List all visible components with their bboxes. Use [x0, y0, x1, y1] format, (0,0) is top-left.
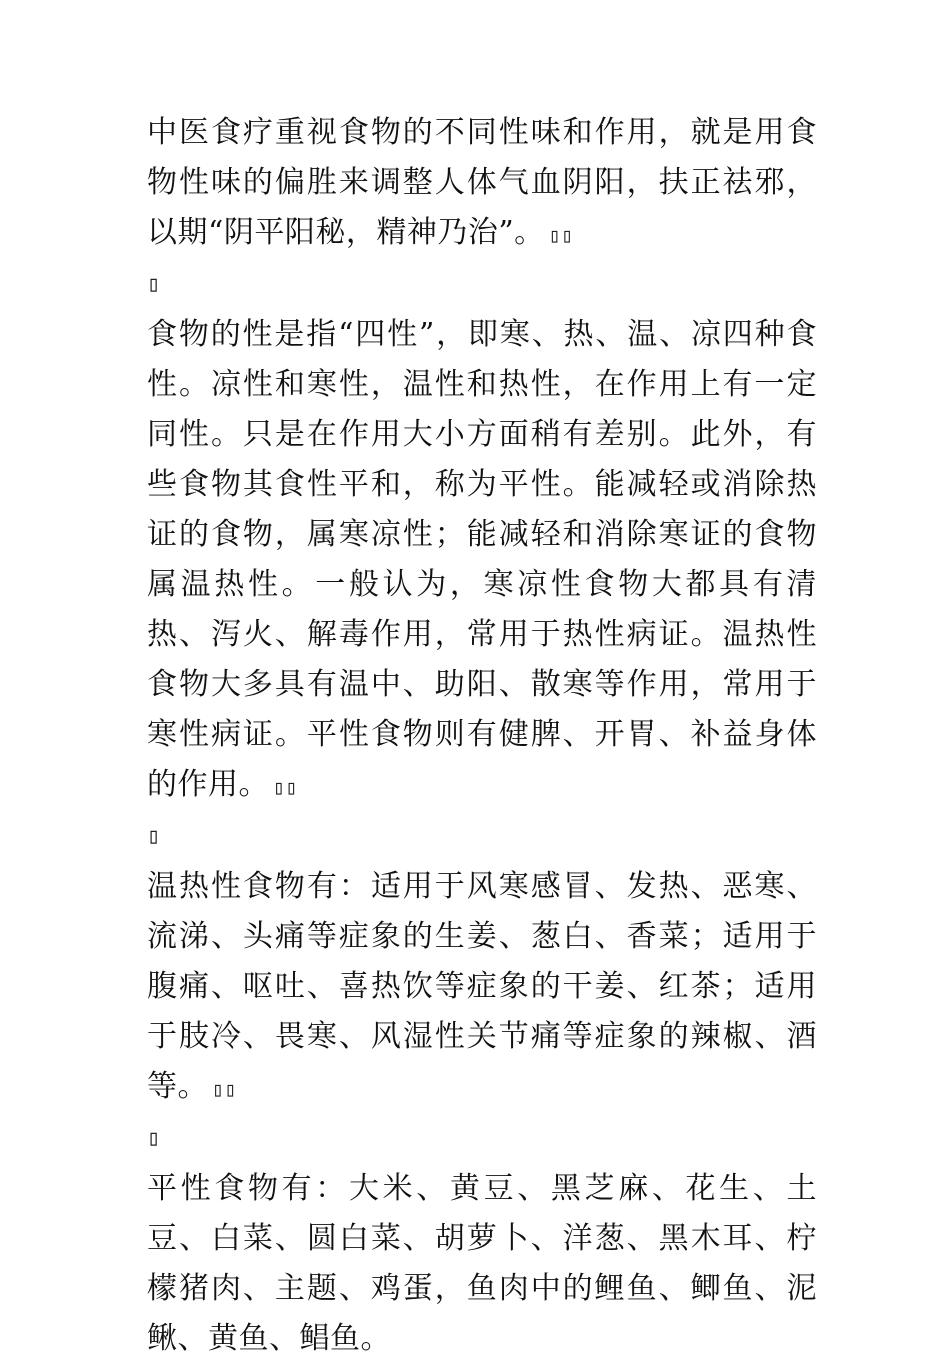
paragraph-intro-text: 中医食疗重视食物的不同性味和作用，就是用食物性味的偏胜来调整人体气血阴阳，扶正祛邪，以期“阴平阳秘，精神乃治”。	[147, 115, 817, 250]
paragraph-neutral-foods	[147, 1164, 817, 1364]
paragraph-warm-foods-text: 温热性食物有：适用于风寒感冒、发热、恶寒、流涕、头痛等症象的生姜、葱白、香菜；适用于腹痛、呕吐、喜热饮等症象的干姜、红茶；适用于肢冷、畏寒、风湿性关节痛等症象的辣椒、酒等。	[147, 869, 817, 1104]
paragraph-four-natures-text: 食物的性是指“四性”，即寒、热、温、凉四种食性。凉性和寒性，温性和热性，在作用上有一定同性。只是在作用大小方面稍有差别。此外，有些食物其食性平和，称为平性。能减轻或消除热证的食物，属寒凉性；能减轻和消除寒证的食物属温热性。一般认为，寒凉性食物大都具有清热、泻火、解毒作用，常用于热性病证。温热性食物大多具有温中、助阳、散寒等作用，常用于寒性病证。平性食物则有健脾、开胃、补益身体的作用。	[147, 317, 817, 802]
paragraph-warm-foods	[147, 862, 817, 1114]
paragraph-intro-tail: ▯▯	[548, 223, 574, 247]
paragraph-four-natures	[147, 310, 817, 812]
separator-mark-3: ▯	[147, 1126, 161, 1151]
paragraph-intro	[147, 108, 817, 260]
document-body	[147, 108, 817, 1364]
paragraph-four-natures-tail: ▯▯	[273, 775, 299, 799]
separator-mark-2: ▯	[147, 824, 161, 849]
paragraph-warm-foods-tail: ▯▯	[212, 1077, 238, 1101]
separator-mark-1: ▯	[147, 272, 161, 297]
paragraph-neutral-foods-text: 平性食物有：大米、黄豆、黑芝麻、花生、土豆、白菜、圆白菜、胡萝卜、洋葱、黑木耳、柠檬猪肉、主题、鸡蛋，鱼肉中的鲤鱼、鲫鱼、泥鳅、黄鱼、鲳鱼。	[147, 1171, 817, 1356]
